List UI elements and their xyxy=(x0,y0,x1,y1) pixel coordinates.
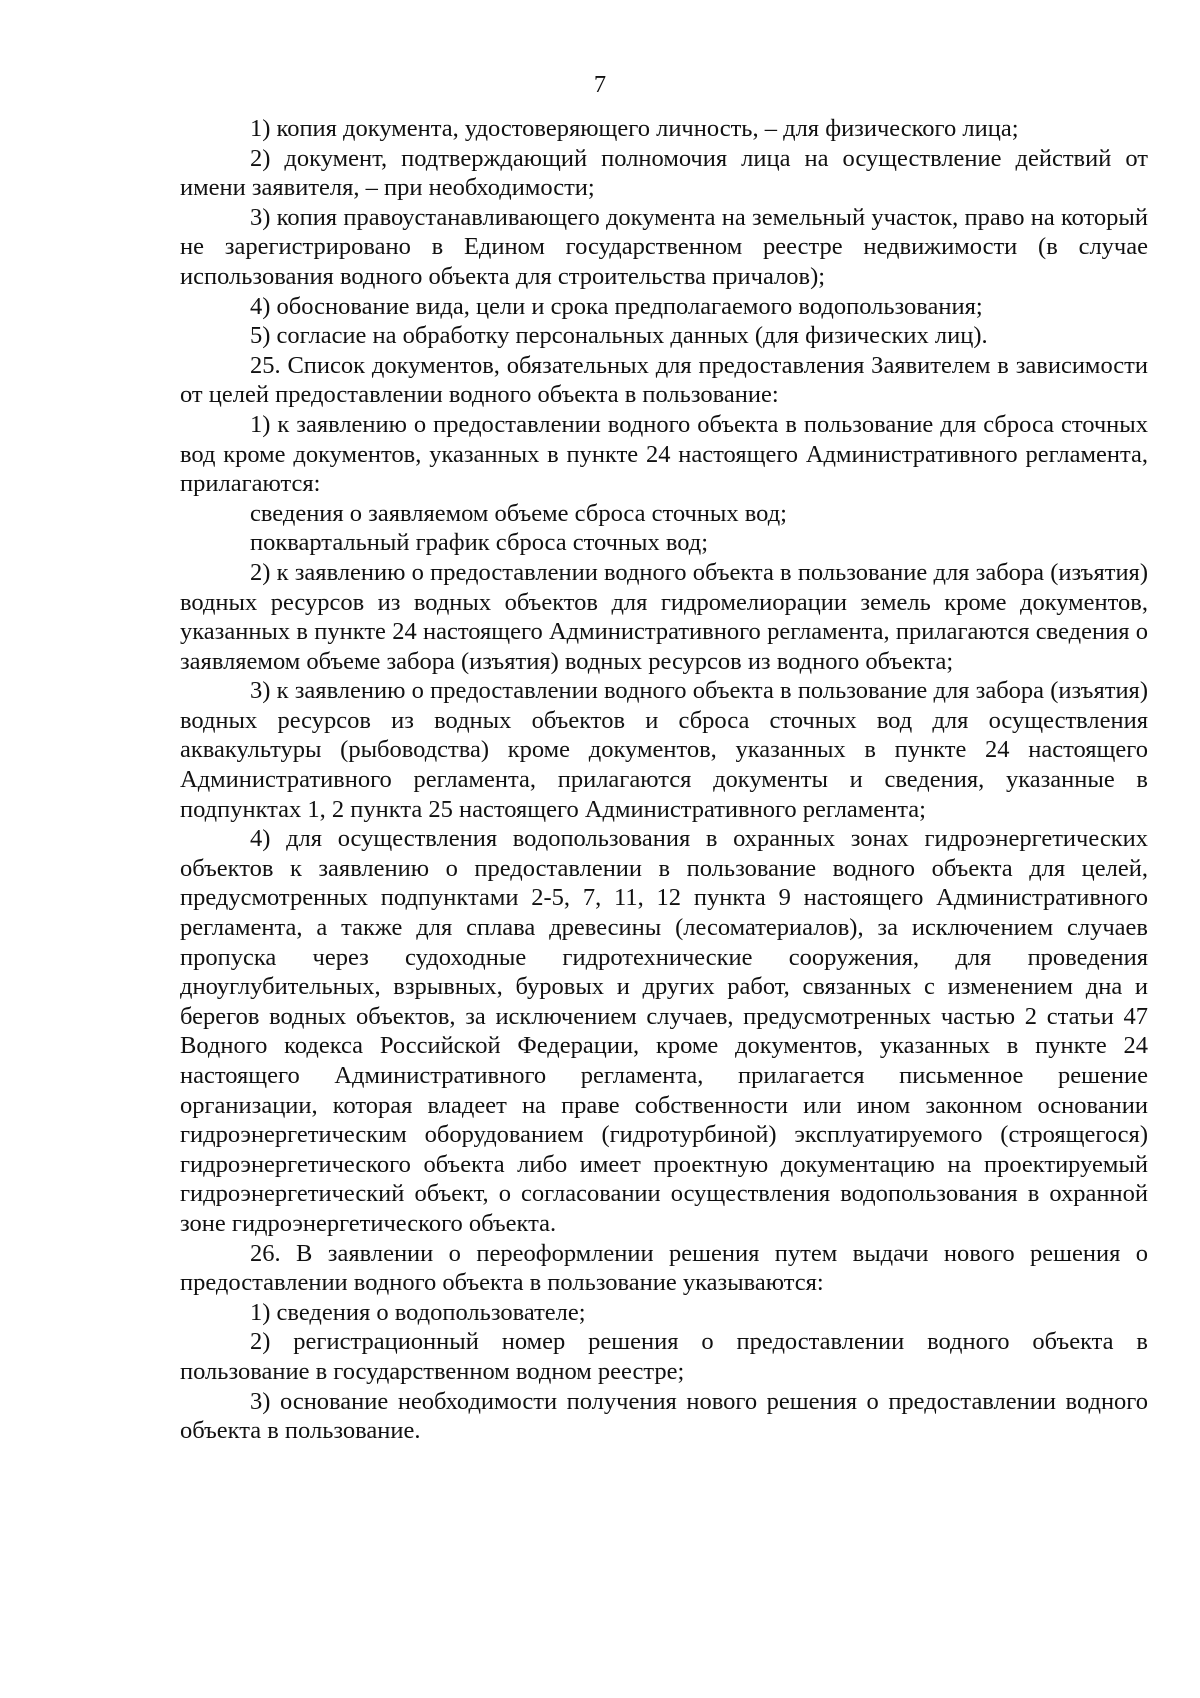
paragraph: 25. Список документов, обязательных для предоставления Заявителем в зависимости от целей предоставлении водного объекта в пользование: xyxy=(180,351,1148,409)
paragraph: 3) копия правоустанавливающего документа на земельный участок, право на который не зарегистрировано в Едином государственном реестре недвижимости (в случае использования водного объекта для строительства причалов); xyxy=(180,203,1148,290)
document-body xyxy=(180,114,1148,1446)
paragraph: сведения о заявляемом объеме сброса сточных вод; xyxy=(250,499,787,527)
paragraph: 26. В заявлении о переоформлении решения путем выдачи нового решения о предоставлении водного объекта в пользование указываются: xyxy=(180,1239,1148,1297)
paragraph: 2) документ, подтверждающий полномочия лица на осуществление действий от имени заявителя, – при необходимости; xyxy=(180,144,1148,202)
paragraph: поквартальный график сброса сточных вод; xyxy=(250,529,709,557)
paragraph: 2) регистрационный номер решения о предоставлении водного объекта в пользование в государственном водном реестре; xyxy=(180,1328,1148,1385)
paragraph: 2) к заявлению о предоставлении водного объекта в пользование для забора (изъятия) водных ресурсов из водных объектов для гидромелиорации земель кроме документов, указанных в пункте 24 настоящего Административного регламента, прилагаются сведения о заявляемом объеме забора (изъятия) водных ресурсов из водного объекта; xyxy=(180,558,1148,675)
paragraph: 3) основание необходимости получения нового решения о предоставлении водного объекта в пользование. xyxy=(180,1387,1148,1445)
paragraph: 4) для осуществления водопользования в охранных зонах гидроэнергетических объектов к заявлению о предоставлении в пользование водного объекта для целей, предусмотренных подпунктами 2-5, 7, 11, 12 пункта 9 настоящего Административного регламента, а также для сплава древесины (лесоматериалов), за исключением случаев пропуска через судоходные гидротехнические сооружения, для проведения дноуглубительных, взрывных, буровых и других работ, связанных с изменением дна и берегов водных объектов, за исключением случаев, предусмотренных частью 2 статьи 47 Водного кодекса Российской Федерации, кроме документов, указанных в пункте 24 настоящего Административного регламента, прилагается письменное решение организации, которая владеет на праве собственности или ином законном основании гидроэнергетическим оборудованием (гидротурбиной) эксплуатируемого (строящегося) гидроэнергетического объекта либо имеет проектную документацию на проектируемый гидроэнергетический объект, о согласовании осуществления водопользования в охранной зоне гидроэнергетического объекта. xyxy=(180,825,1148,1237)
paragraph: 4) обоснование вида, цели и срока предполагаемого водопользования; xyxy=(250,292,983,320)
paragraph: 1) к заявлению о предоставлении водного объекта в пользование для сброса сточных вод кроме документов, указанных в пункте 24 настоящего Административного регламента, прилагаются: xyxy=(180,410,1148,498)
paragraph: 5) согласие на обработку персональных данных (для физических лиц). xyxy=(250,322,988,350)
page-number: 7 xyxy=(593,71,607,98)
paragraph: 3) к заявлению о предоставлении водного объекта в пользование для забора (изъятия) водных ресурсов из водных объектов и сброса сточных вод для осуществления аквакультуры (рыбоводства) кроме документов, указанных в пункте 24 настоящего Административного регламента, прилагаются документы и сведения, указанные в подпунктах 1, 2 пункта 25 настоящего Административного регламента; xyxy=(180,677,1148,823)
paragraph: 1) сведения о водопользователе; xyxy=(250,1298,586,1326)
paragraph: 1) копия документа, удостоверяющего личность, – для физического лица; xyxy=(250,115,1019,142)
